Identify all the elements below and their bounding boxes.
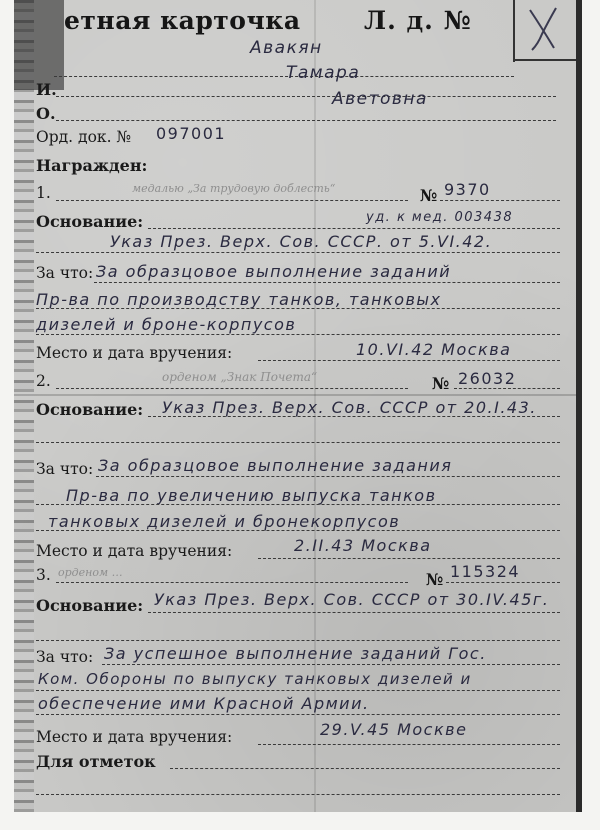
award-1-index: 1. — [36, 184, 51, 202]
name-line — [56, 96, 556, 97]
award-1-reason-label: За что: — [36, 264, 94, 282]
award-2-basis-line-1 — [148, 416, 560, 417]
order-doc-value: 097001 — [156, 124, 227, 143]
award-1-name: медалью „За трудовую доблесть“ — [132, 182, 336, 195]
award-2-line — [56, 388, 408, 389]
award-2-basis-1: Указ През. Верх. Сов. СССР от 20.I.43. — [162, 398, 537, 417]
award-1-number-line — [440, 200, 560, 201]
award-1-reason-3: дизелей и броне-корпусов — [36, 315, 297, 334]
award-1-basis-1: уд. к мед. 003438 — [366, 210, 514, 225]
award-2-number: 26032 — [458, 369, 517, 388]
patronymic-line — [56, 120, 556, 121]
award-3-reason-1: За успешное выполнение заданий Гос. — [104, 644, 487, 663]
award-2-reason-3: танковых дизелей и бронекорпусов — [48, 512, 401, 531]
award-3-reason-3: обеспечение ими Красной Армии. — [38, 694, 370, 713]
award-3-reason-line-1 — [102, 664, 560, 665]
award-1-reason-2: Пр-ва по производству танков, танковых — [36, 290, 442, 309]
award-3-place-line — [258, 744, 560, 745]
award-2-reason-line-1 — [96, 476, 560, 477]
award-1-basis-label: Основание: — [36, 212, 144, 231]
award-record-card — [14, 0, 582, 812]
surname-line — [54, 76, 514, 77]
award-1-reason-line-1 — [94, 282, 560, 283]
corner-cross-mark — [512, 0, 582, 62]
surname-value: Авакян — [250, 38, 323, 58]
award-3-number-line — [446, 582, 560, 583]
award-1-line — [56, 200, 408, 201]
name-label: И. — [36, 80, 57, 99]
award-3-basis-line-2 — [36, 640, 560, 641]
award-2-basis-label: Основание: — [36, 400, 144, 419]
award-2-place-line — [258, 558, 560, 559]
award-3-number-label: № — [426, 570, 444, 589]
notes-label: Для отметок — [36, 752, 156, 771]
awarded-label: Награжден: — [36, 156, 148, 175]
personal-file-label: Л. д. № — [364, 6, 472, 35]
patronymic-value: Аветовна — [332, 89, 428, 109]
award-3-index: 3. — [36, 566, 51, 584]
award-2-index: 2. — [36, 372, 51, 390]
award-3-basis-line-1 — [148, 612, 560, 613]
award-2-place-label: Место и дата вручения: — [36, 542, 233, 560]
award-1-basis-line-2 — [36, 252, 560, 253]
award-2-number-line — [454, 388, 560, 389]
name-value: Тамара — [286, 63, 361, 83]
award-3-basis-1: Указ През. Верх. Сов. СССР от 30.IV.45г. — [154, 590, 550, 609]
notes-line-1 — [170, 768, 560, 769]
award-2-place: 2.II.43 Москва — [294, 536, 432, 555]
order-doc-label: Орд. док. № — [36, 128, 132, 146]
award-2-basis-line-2 — [36, 442, 560, 443]
award-3-line — [56, 582, 408, 583]
award-1-number: 9370 — [444, 180, 491, 199]
award-3-name: орденом … — [58, 566, 123, 579]
award-2-reason-2: Пр-ва по увеличению выпуска танков — [66, 486, 437, 505]
award-1-basis-line-1 — [148, 228, 560, 229]
award-3-place-label: Место и дата вручения: — [36, 728, 233, 746]
award-3-reason-line-2 — [36, 690, 560, 691]
award-1-basis-2: Указ През. Верх. Сов. СССР. от 5.VI.42. — [110, 232, 493, 251]
award-1-reason-line-3 — [36, 334, 560, 335]
award-2-reason-line-2 — [36, 504, 560, 505]
patronymic-label: О. — [36, 104, 56, 123]
award-2-name: орденом „Знак Почета“ — [162, 370, 318, 384]
award-2-reason-label: За что: — [36, 460, 94, 478]
award-3-basis-label: Основание: — [36, 596, 144, 615]
award-3-reason-2: Ком. Обороны по выпуску танковых дизелей и — [38, 670, 472, 688]
award-2-number-label: № — [432, 374, 450, 393]
award-1-place: 10.VI.42 Москва — [356, 340, 512, 359]
award-3-reason-line-3 — [36, 714, 560, 715]
award-2-reason-line-3 — [36, 530, 560, 531]
award-2-reason-1: За образцовое выполнение задания — [98, 456, 453, 475]
torn-left-edge — [14, 0, 34, 812]
notes-line-2 — [36, 794, 560, 795]
award-1-place-label: Место и дата вручения: — [36, 344, 233, 362]
award-1-reason-1: За образцовое выполнение заданий — [96, 262, 452, 281]
award-3-place: 29.V.45 Москве — [320, 720, 468, 739]
fold-crease-horizontal — [14, 394, 576, 396]
award-3-number: 115324 — [450, 562, 521, 581]
award-3-reason-label: За что: — [36, 648, 94, 666]
award-1-number-label: № — [420, 186, 438, 205]
award-1-reason-line-2 — [36, 308, 560, 309]
card-title: етная карточка — [64, 6, 301, 35]
award-1-place-line — [258, 360, 560, 361]
